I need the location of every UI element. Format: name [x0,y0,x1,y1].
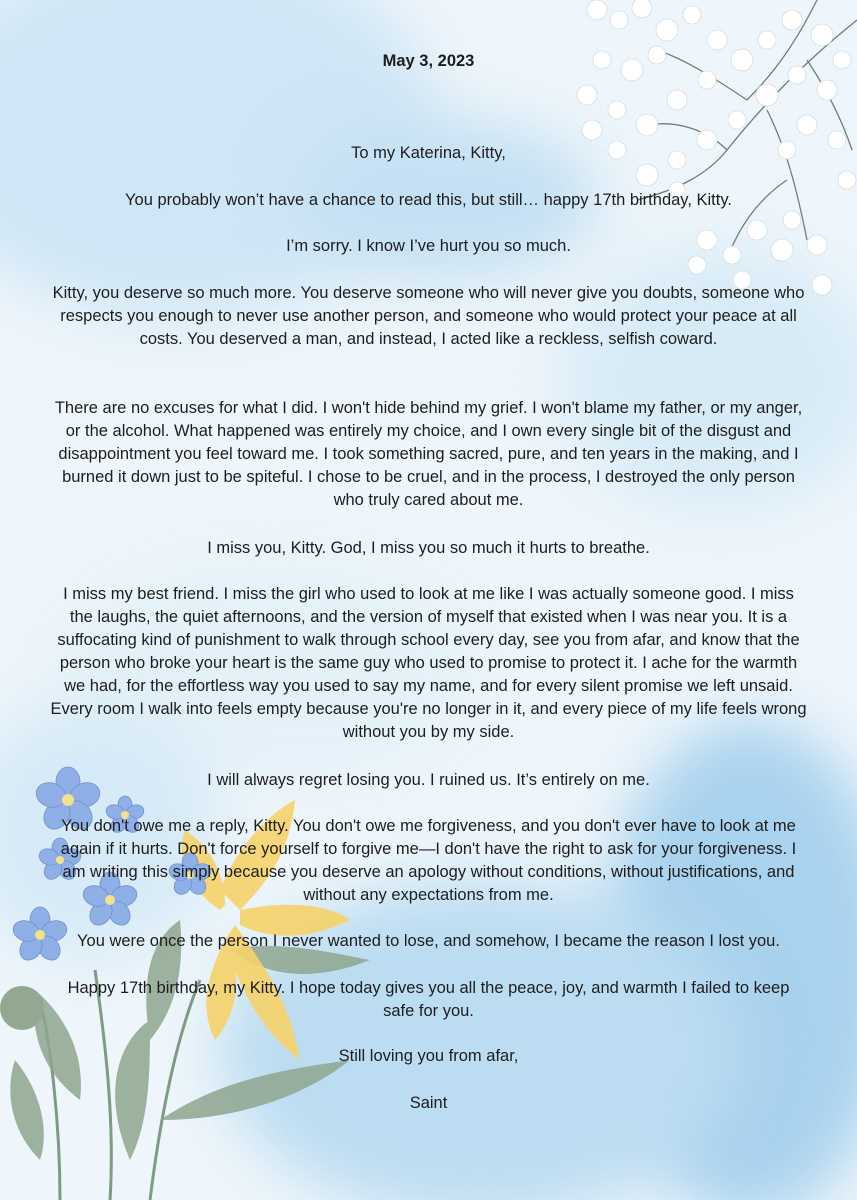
salutation: To my Katerina, Kitty, [351,144,506,162]
letter-paragraph: Kitty, you deserve so much more. You deserve someone who will never give you doubts, someone who respects you enough to never use another person, and someone who would protect your peace at all costs. You deserved a man, and instead, I acted like a reckless, selfish coward. [52,284,805,348]
letter-paragraph: There are no excuses for what I did. I won't hide behind my grief. I won't blame my father, or my anger, or the alcohol. What happened was entirely my choice, and I own every single bit of the disgust and disappointment you feel toward me. I took something sacred, pure, and ten years in the making, and I burned it down just to be spiteful. I chose to be cruel, and in the process, I destroyed the only person who truly cared about me. [54,399,803,509]
letter-closing: Still loving you from afar, [338,1047,519,1065]
letter-paragraph: I’m sorry. I know I’ve hurt you so much. [286,237,571,255]
letter-paragraph: You don't owe me a reply, Kitty. You don't owe me forgiveness, and you don't ever have to look at me again if it hurts. Don't force yourself to forgive me—I don't have the right to ask for your forgiveness. I am writing this simply because you deserve an apology without conditions, without justifications, and without any expectations from me. [60,817,797,904]
letter-paragraph: I will always regret losing you. I ruined us. It’s entirely on me. [207,771,650,789]
letter-paragraph: You probably won’t have a chance to read this, but still… happy 17th birthday, Kitty. [125,191,732,209]
letter-paragraph: You were once the person I never wanted to lose, and somehow, I became the reason I lost you. [77,932,780,950]
letter-paragraph: I miss you, Kitty. God, I miss you so much it hurts to breathe. [207,539,650,557]
letter-date: May 3, 2023 [382,52,475,70]
letter-signature: Saint [409,1094,448,1112]
letter-paragraph: Happy 17th birthday, my Kitty. I hope today gives you all the peace, joy, and warmth I failed to keep safe for you. [67,979,790,1020]
letter-paragraph: I miss my best friend. I miss the girl who used to look at me like I was actually someone good. I miss the laughs, the quiet afternoons, and the version of myself that existed when I was near you. It is a suffocating kind of punishment to walk through school every day, see you from afar, and know that the person who broke your heart is the same guy who used to promise to protect it. I ache for the warmth we had, for the effortless way you used to say my name, and for every silent promise we left unsaid. Every room I walk into feels empty because you're no longer in it, and every piece of my life feels wrong without you by my side. [50,585,807,741]
